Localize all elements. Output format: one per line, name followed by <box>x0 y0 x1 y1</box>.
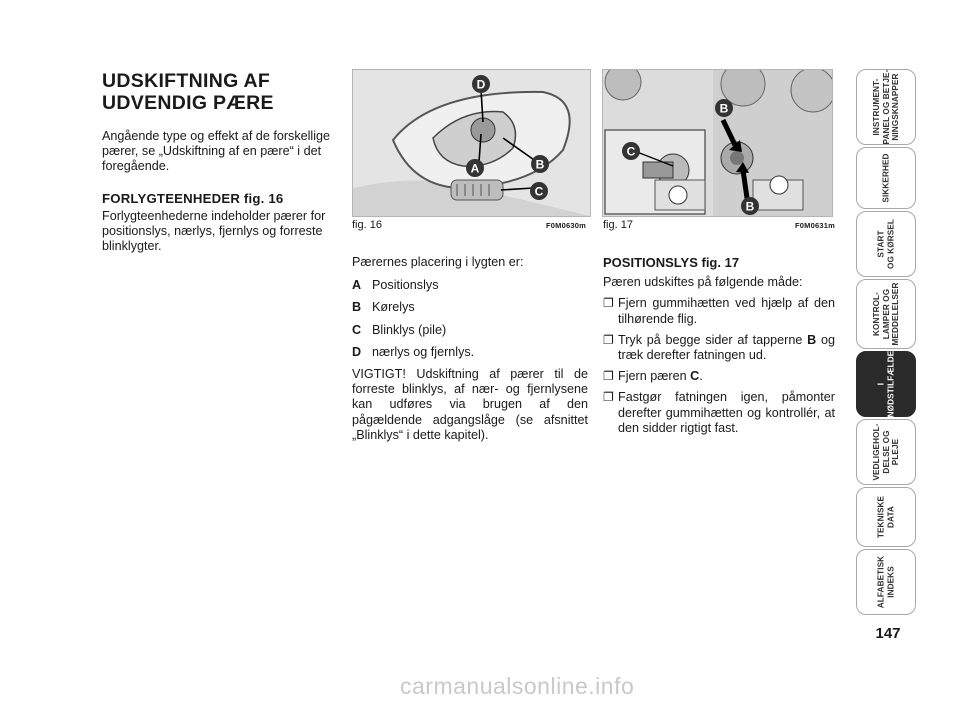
figure-16-code: F0M0630m <box>546 221 586 230</box>
index-tab-start[interactable]: START OG KØRSEL <box>856 211 916 277</box>
index-tab-tekniske-data[interactable]: TEKNISKE DATA <box>856 487 916 547</box>
step-item: ❐ Tryk på begge sider af tapperne B og træk derefter fatningen ud. <box>603 332 835 363</box>
index-tab-alfabetisk-indeks[interactable]: ALFABETISK INDEKS <box>856 549 916 615</box>
warning-text: VIGTIGT! Udskiftning af pærer til de forreste blinklys, af nær- og fjernlysene kan udføres via brugen af den pågældende adgangslåge (se afsnittet „Blinklys“ i dette kapitel). <box>352 367 588 442</box>
index-tab-vedligeholdelse[interactable]: VEDLIGEHOL- DELSE OG PLEJE <box>856 419 916 485</box>
label-c <box>530 182 548 200</box>
index-tab-kontrollamper[interactable]: KONTROL- LAMPER OG MEDDELELSER <box>856 279 916 349</box>
headlight-illustration <box>353 70 590 216</box>
checkbox-icon: ❐ <box>603 390 614 405</box>
label-b <box>531 155 549 173</box>
label-d <box>472 75 490 93</box>
svg-text:B: B <box>719 101 729 116</box>
page-number: 147 <box>875 625 901 642</box>
checkbox-icon: ❐ <box>603 332 614 347</box>
svg-text:C: C <box>626 144 636 159</box>
section-heading: FORLYGTEENHEDER fig. 16 <box>102 191 284 206</box>
label-b-top <box>715 99 733 117</box>
svg-text:B: B <box>535 157 545 172</box>
list-item: B Kørelys <box>352 300 415 315</box>
page-title: UDSKIFTNING AF UDVENDIG PÆRE <box>102 70 274 114</box>
index-tab-nodstilfaelde[interactable]: I NØDSTILFÆLDE <box>856 351 916 417</box>
label-c <box>622 142 640 160</box>
step-item: ❐ Fjern gummihætten ved hjælp af den tilhørende flig. <box>603 296 835 326</box>
label-a <box>466 159 484 177</box>
list-intro: Pærernes placering i lygten er: <box>352 255 524 269</box>
bulb-socket-illustration <box>603 70 832 216</box>
svg-text:D: D <box>476 77 486 92</box>
svg-text:B: B <box>745 199 755 214</box>
index-tab-instrumentpanel[interactable]: INSTRUMENT- PANEL OG BETJE- NINGSKNAPPER <box>856 69 916 145</box>
figure-17-caption: fig. 17 <box>603 219 633 231</box>
step-item: ❐ Fastgør fatningen igen, påmonter derefter gummihætten og kontrollér, at den sidder rigtigt fast. <box>603 390 835 435</box>
intro-text: Angående type og effekt af de forskellige pærer, se „Udskiftning af en pære“ i det foregående. <box>102 129 331 174</box>
section-text: Forlygteenhederne indeholder pærer for positionslys, nærlys, fjernlys og forreste blinklygter. <box>102 209 326 254</box>
label-b-bottom <box>741 197 759 215</box>
bulb-position-list <box>352 255 588 443</box>
checkbox-icon: ❐ <box>603 296 614 311</box>
figure-16-caption: fig. 16 <box>352 219 382 231</box>
checkbox-icon: ❐ <box>603 369 614 384</box>
index-tab-sikkerhed[interactable]: SIKKERHED <box>856 147 916 209</box>
figure-17 <box>602 69 833 217</box>
svg-text:C: C <box>534 184 544 199</box>
positionslys-heading: POSITIONSLYS fig. 17 <box>603 255 740 270</box>
list-item: C Blinklys (pile) <box>352 322 447 337</box>
watermark: carmanualsonline.info <box>400 673 635 699</box>
svg-text:A: A <box>470 161 480 176</box>
list-item: A Positionslys <box>352 278 439 293</box>
figure-16 <box>352 69 591 217</box>
figure-17-code: F0M0631m <box>795 221 835 230</box>
positionslys-section <box>603 255 835 442</box>
list-item: D nærlys og fjernlys. <box>352 344 475 359</box>
step-item: ❐ Fjern pæren C. <box>603 369 703 384</box>
positionslys-intro: Pæren udskiftes på følgende måde: <box>603 275 803 290</box>
